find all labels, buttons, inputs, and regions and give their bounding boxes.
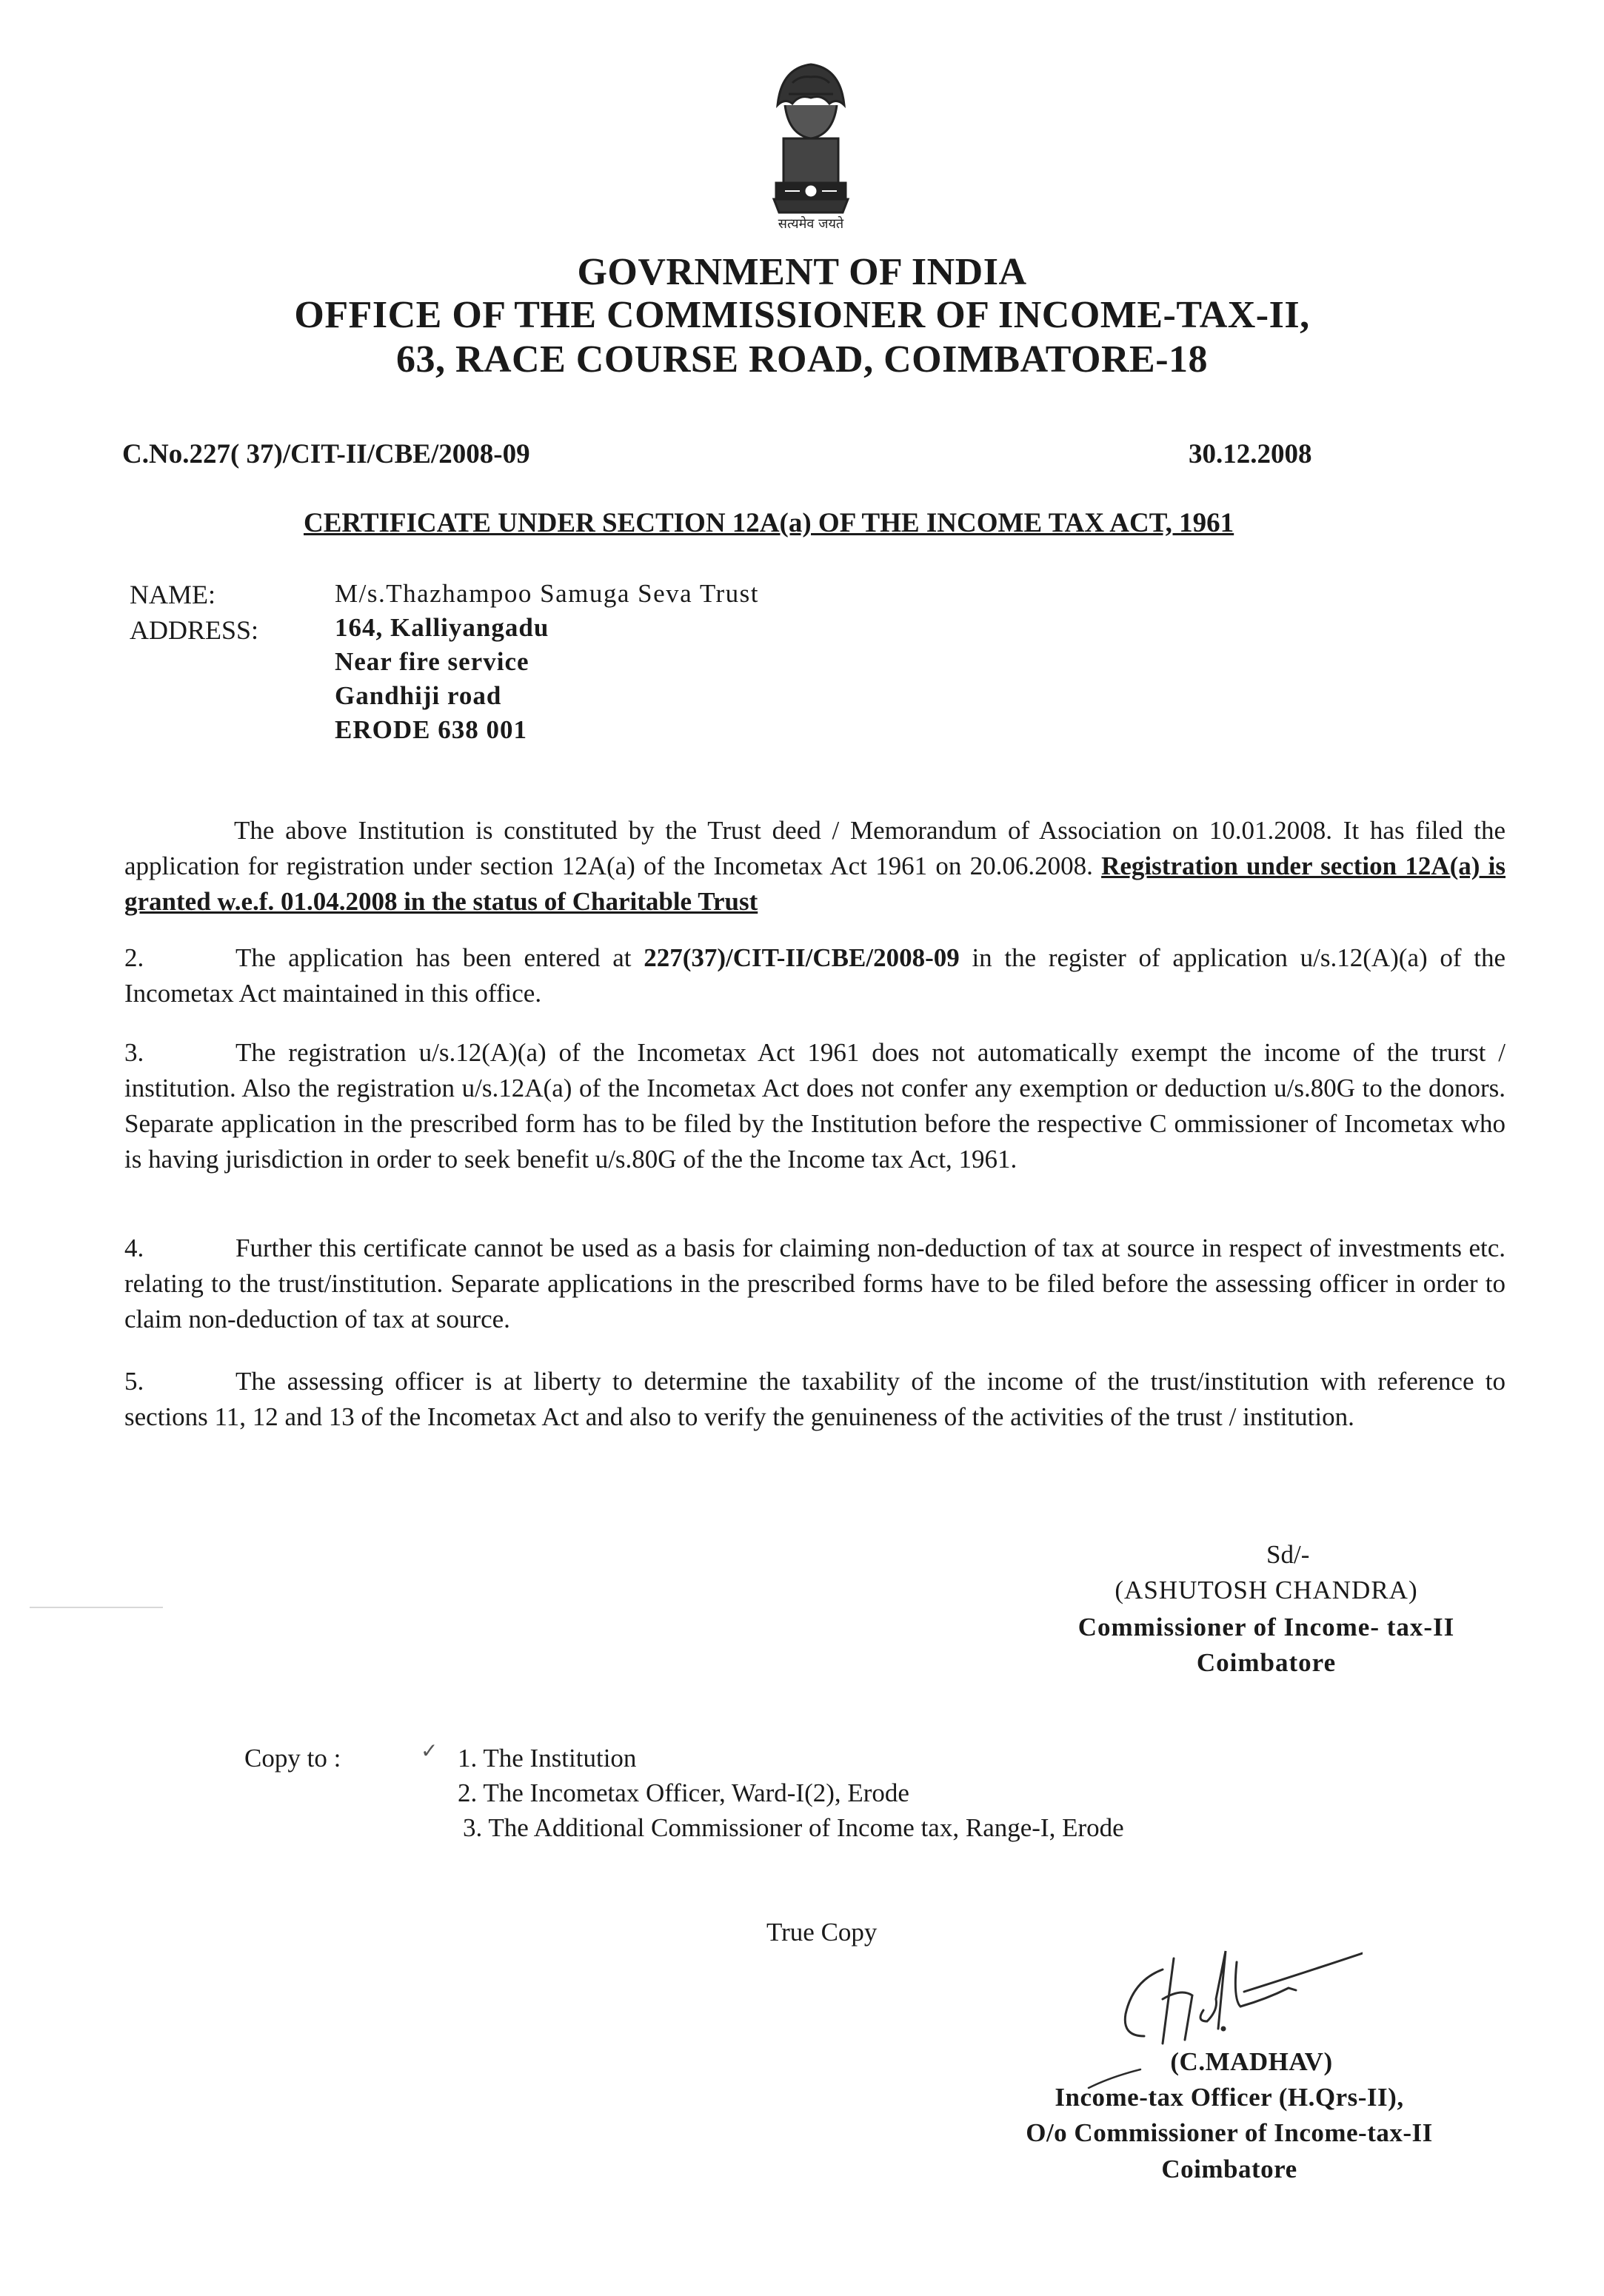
paragraph-4 <box>124 1231 1506 1337</box>
true-copy-label: True Copy <box>766 1918 878 1947</box>
paragraph-text: The assessing officer is at liberty to determine the taxability of the income of the trust/institution with reference to sections 11, 12 and 13 of the Incometax Act and also to verify the genuineness of the activities of the trust / institution. <box>124 1367 1506 1431</box>
copy-to-item: 1. The Institution <box>458 1744 637 1773</box>
paragraph-text: The registration u/s.12(A)(a) of the Incometax Act 1961 does not automatically exempt the income of the trurst / institution. Also the registration u/s.12A(a) of the Incometax Act does not confer any exemption or deduction u/s.80G to the donors. Separate application in the prescribed form has to be filed by the Institution before the respective C ommissioner of Incometax who is having jurisdiction in order to seek benefit u/s.80G of the the Income tax Act, 1961. <box>124 1038 1506 1174</box>
officer-office: O/o Commissioner of Income-tax-II <box>1026 2118 1433 2147</box>
paragraph-text: The application has been entered at <box>235 943 632 972</box>
officer-city: Coimbatore <box>1161 2155 1297 2183</box>
officer-name: (C.MADHAV) <box>1170 2047 1333 2076</box>
registration-grant-statement: Registration under section 12A(a) is granted w.e.f. 01.04.2008 in the status of Charitable Trust <box>124 851 1506 916</box>
paragraph-3 <box>124 1035 1506 1177</box>
paragraph-number: 2. <box>124 943 144 972</box>
register-reference: 227(37)/CIT-II/CBE/2008-09 <box>644 943 960 972</box>
emblem-motto: सत्यमेव जयते <box>778 216 844 231</box>
paragraph-number: 5. <box>124 1367 144 1396</box>
header-government: GOVRNMENT OF INDIA <box>577 251 1027 293</box>
name-label: NAME: <box>130 580 215 609</box>
reference-date: 30.12.2008 <box>1189 439 1312 469</box>
recipient-name: M/s.Thazhampoo Samuga Seva Trust <box>335 579 759 608</box>
address-line: 164, Kalliyangadu <box>335 613 549 642</box>
officer-title: Income-tax Officer (H.Qrs-II), <box>1055 2083 1404 2112</box>
address-line: Near fire service <box>335 647 529 676</box>
paragraph-text: Further this certificate cannot be used as a basis for claiming non-deduction of tax at source in respect of investments etc. relating to the trust/institution. Separate applications in the prescribed forms have to be filed before the assessing officer in order to claim non-deduction of tax at source. <box>124 1234 1506 1333</box>
tick-mark-icon: ✓ <box>421 1740 438 1763</box>
commissioner-name: (ASHUTOSH CHANDRA) <box>1115 1576 1418 1604</box>
paragraph-5 <box>124 1364 1506 1435</box>
copy-to-label: Copy to : <box>244 1744 341 1773</box>
paragraph-number: 3. <box>124 1038 144 1067</box>
header-office: OFFICE OF THE COMMISSIONER OF INCOME-TAX-II, <box>294 294 1310 336</box>
copy-to-item: 2. The Incometax Officer, Ward-I(2), Erode <box>458 1778 909 1807</box>
paragraph-2 <box>124 940 1506 1011</box>
intro-text: The above Institution is constituted by the Trust deed / Memorandum of Association on 10.01.2008. It has filed the application for registration under section 12A(a) of the Incometax Act 1961 on 20.06.2008. <box>124 816 1506 880</box>
commissioner-title: Commissioner of Income- tax-II <box>1077 1613 1455 1641</box>
copy-to-item: 3. The Additional Commissioner of Income tax, Range-I, Erode <box>463 1813 1124 1842</box>
paragraph-text: in the register of application u/s.12(A)(a) of the Incometax Act maintained in this office. <box>124 943 1506 1008</box>
signed-mark: Sd/- <box>1266 1540 1310 1569</box>
reference-number: C.No.227( 37)/CIT-II/CBE/2008-09 <box>122 439 530 469</box>
certificate-title: CERTIFICATE UNDER SECTION 12A(a) OF THE INCOME TAX ACT, 1961 <box>304 508 1234 538</box>
commissioner-city: Coimbatore <box>1196 1648 1337 1677</box>
scan-artifact <box>30 1607 163 1608</box>
address-line: ERODE 638 001 <box>335 715 527 744</box>
address-label: ADDRESS: <box>130 615 259 645</box>
address-line: Gandhiji road <box>335 681 502 710</box>
paragraph-intro <box>124 813 1506 920</box>
paragraph-number: 4. <box>124 1234 144 1262</box>
header-address: 63, RACE COURSE ROAD, COIMBATORE-18 <box>395 338 1209 381</box>
national-emblem-icon <box>748 53 874 231</box>
